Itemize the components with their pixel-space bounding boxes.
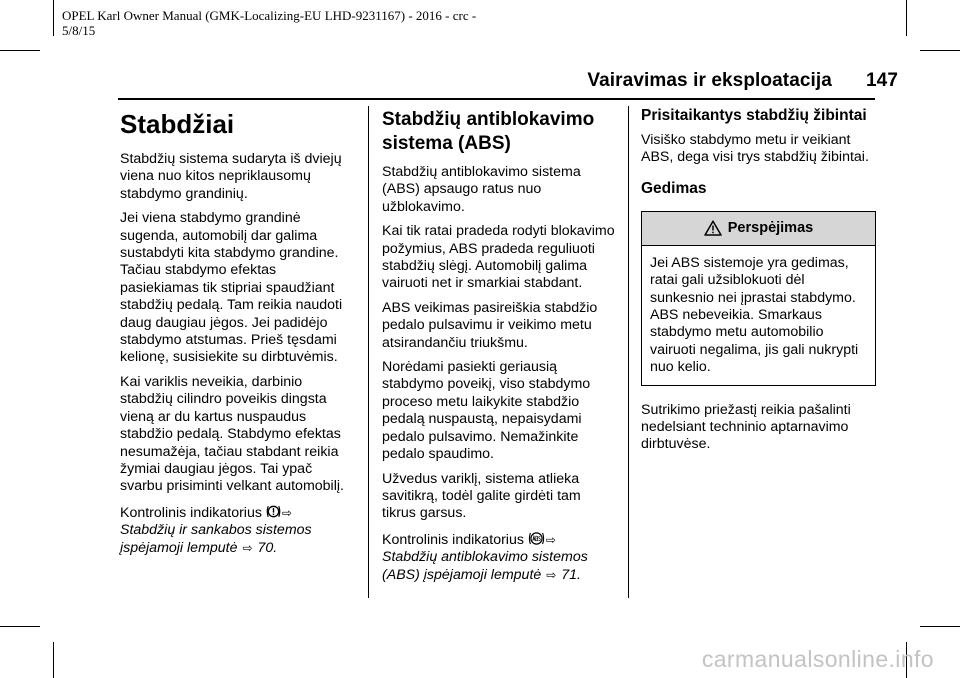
watermark: carmanualsonline.info [701, 646, 934, 672]
page-ref-arrow-icon: ⇨ [546, 567, 557, 582]
indicator-line [382, 530, 618, 584]
paragraph: Kai tik ratai pradeda rodyti blokavimo požymius, ABS pradeda reguliuoti stabdžių slėgį. Automobilį galima vairuoti net ir smarkiai stabdant. [382, 223, 615, 292]
crop-mark [920, 626, 960, 627]
brake-warning-icon [266, 503, 281, 520]
warning-body: Jei ABS sistemoje yra gedimas, ratai gali užsiblokuoti dėl sunkesnio nei įprastai stabdymo. ABS nebeveikia. Smarkaus stabdymo metu automobilio vairuoti negalima, jis gali nukrypti nuo kelio. [650, 254, 859, 376]
column-brakes [120, 106, 356, 564]
print-header-date: 5/8/15 [62, 23, 96, 38]
page-ref-arrow-icon: ⇨ [545, 532, 556, 547]
crop-mark [920, 50, 960, 51]
paragraph: Visiško stabdymo metu ir veikiant ABS, dega visi trys stabdžių žibintai. [641, 132, 869, 166]
caution-triangle-icon [704, 220, 722, 236]
section-title [587, 70, 898, 92]
column-divider [368, 106, 369, 598]
paragraph: Stabdžių sistema sudaryta iš dviejų viena nuo kitos nepriklausomų stabdymo grandinių. [120, 151, 342, 202]
paragraph: ABS veikimas pasireiškia stabdžio pedalo pulsavimu ir veikimo metu atsirandančiu triukšmu. [382, 299, 598, 351]
crop-mark [53, 642, 54, 678]
page-ref-arrow-icon: ⇨ [242, 540, 253, 555]
reference-text: Stabdžių antiblokavimo sistemos (ABS) įspėjamoji lemputė [382, 549, 588, 583]
page-number: 147 [865, 70, 898, 91]
paragraph: Sutrikimo priežastį reikia pašalinti nedelsiant techninio aptarnavimo dirbtuvėse. [641, 401, 851, 453]
cross-reference-link[interactable] [382, 549, 588, 582]
header-rule [118, 98, 875, 100]
indicator-line [120, 503, 356, 557]
crop-mark [0, 626, 40, 627]
crop-mark [906, 0, 907, 36]
crop-mark [0, 50, 40, 51]
section-name: Vairavimas ir eksploatacija [587, 70, 832, 91]
warning-box [641, 211, 876, 386]
paragraph: Užvedus variklį, sistema atlieka savitikrą, todėl galite girdėti tam tikrus garsus. [382, 470, 581, 522]
heading-abs: Stabdžių antiblokavimo sistema (ABS) [382, 109, 595, 154]
column-adaptive-brake-lights [641, 106, 877, 461]
column-divider [628, 106, 629, 598]
warning-header [642, 212, 875, 246]
heading-adaptive-brake-lights: Prisitaikantys stabdžių žibintai [641, 107, 867, 124]
cross-reference-link[interactable] [120, 522, 312, 555]
print-header [62, 8, 502, 38]
paragraph: Stabdžių antiblokavimo sistema (ABS) apsaugo ratus nuo užblokavimo. [382, 164, 581, 215]
reference-text: Stabdžių ir sankabos sistemos įspėjamoji lemputė [120, 522, 312, 556]
heading-brakes: Stabdžiai [120, 109, 235, 139]
indicator-label: Kontrolinis indikatorius [382, 531, 524, 548]
crop-mark [53, 0, 54, 36]
paragraph: Kai variklis neveikia, darbinio stabdžių cilindro poveikis dingsta vieną ar du kartus nuspaudus stabdžio pedalą. Stabdymo efektas nesumažėja, tačiau stabdant reikia žymiai daugiau jėgos. Tai ypač svarbu prisiminti velkant automobilį. [120, 373, 344, 495]
abs-icon [528, 530, 545, 547]
warning-title: Perspėjimas [727, 219, 814, 236]
paragraph: Jei viena stabdymo grandinė sugenda, automobilį dar galima sustabdyti kita stabdymo grandine. Tačiau stabdymo efektas pasiekiamas tik stipriai spaudžiant stabdžių pedalą. Tam reikia naudoti daug daugiau jėgos. Jei padidėjo stabdymo atstumas. Prieš tęsdami kelionę, susisiekite su dirbtuvėmis. [120, 210, 343, 366]
indicator-label: Kontrolinis indikatorius [120, 504, 262, 521]
paragraph: Norėdami pasiekti geriausią stabdymo poveikį, viso stabdymo proceso metu laikykite stabdžio pedalą nuspaustą, nepaisydami pedalo pulsavimo. Nemažinkite pedalo spaudimo. [382, 359, 591, 463]
page-ref-arrow-icon: ⇨ [281, 505, 292, 520]
reference-page: 70. [257, 539, 278, 556]
column-abs [382, 106, 618, 591]
print-header-line: OPEL Karl Owner Manual (GMK-Localizing-EU LHD-9231167) - 2016 - crc - [62, 8, 477, 23]
heading-fault: Gedimas [641, 179, 707, 197]
reference-page: 71. [561, 566, 581, 583]
